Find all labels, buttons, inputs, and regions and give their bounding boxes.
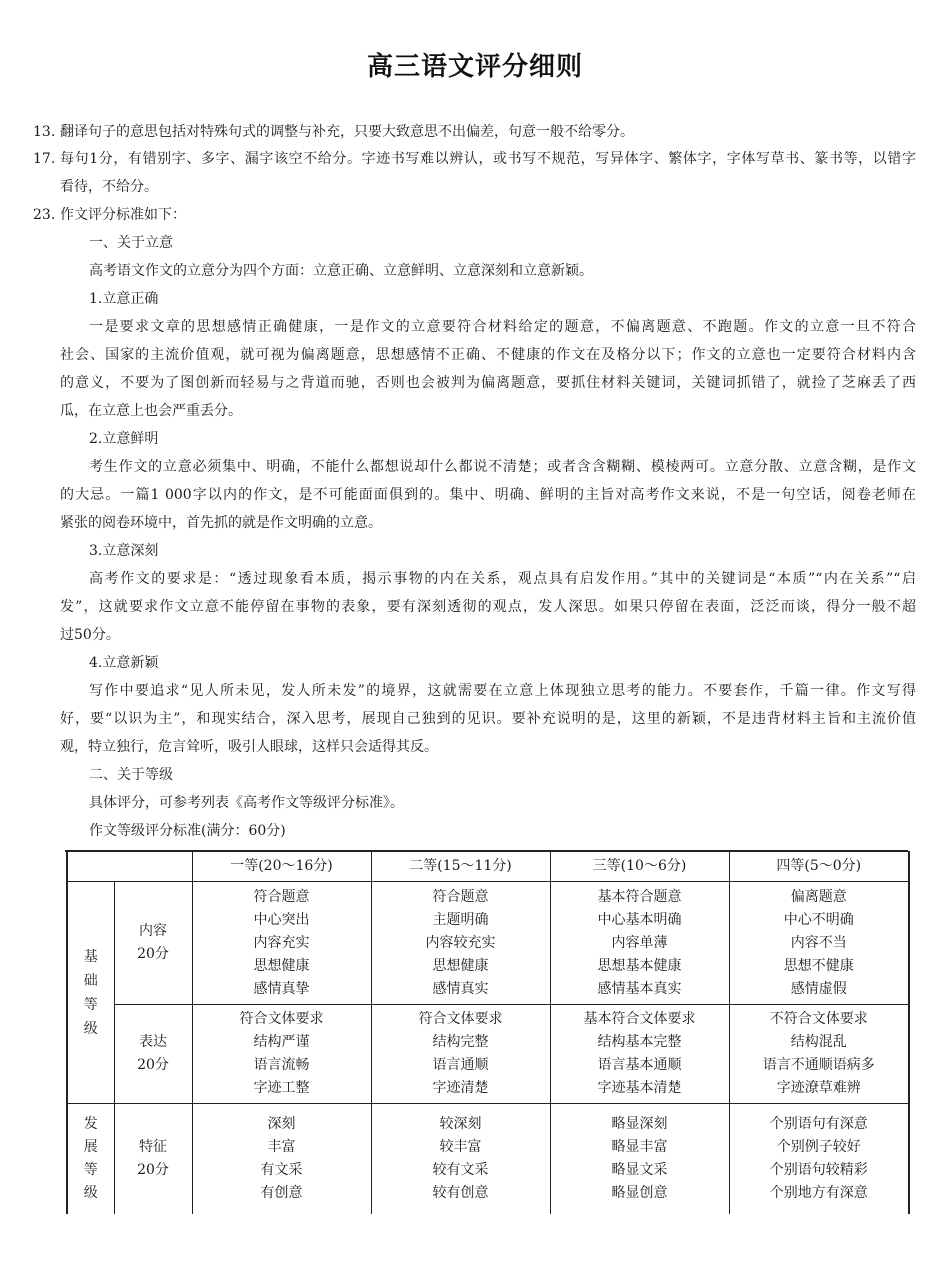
paragraph-line: 写作中要追求“见人所未见，发人所未发”的境界，这就需要在立意上体现独立思考的能力。不要套作，千篇一律。作文写得 [89, 683, 916, 699]
table-corner-cell [67, 852, 192, 882]
table-header-row [67, 852, 909, 882]
paragraph: 高考语文作文的立意分为四个方面：立意正确、立意鲜明、立意深刻和立意新颖。 [89, 263, 593, 279]
sub-heading: 3.立意深刻 [89, 543, 159, 559]
table-cell: 深刻 丰富 有文采 有创意 [192, 1104, 371, 1215]
grade-table [66, 851, 910, 1214]
paragraph-line: 的意义，不要为了图创新而轻易与之背道而驰，否则也会被判为偏离题意，要抓住材料关键词，关键词抓错了，就捡了芝麻丢了西 [60, 375, 916, 391]
row-label: 内容 20分 [114, 882, 192, 1005]
paragraph-line: 好，要“以识为主”，和现实结合，深入思考，展现自己独到的见识。要补充说明的是，这里的新颖，不是违背材料主旨和主流价值 [60, 711, 916, 727]
table-cell: 符合题意 主题明确 内容较充实 思想健康 感情真实 [371, 882, 550, 1005]
column-header: 四等(5～0分) [729, 852, 909, 882]
table-cell: 符合文体要求 结构完整 语言通顺 字迹清楚 [371, 1005, 550, 1104]
sub-heading: 1.立意正确 [89, 291, 159, 307]
table-cell: 个别语句有深意 个别例子较好 个别语句较精彩 个别地方有深意 [729, 1104, 909, 1215]
table-top-border [65, 850, 908, 852]
table-row [67, 1005, 909, 1104]
sub-heading: 2.立意鲜明 [89, 431, 159, 447]
item-text: 看待，不给分。 [60, 179, 158, 195]
table-cell: 较深刻 较丰富 较有文采 较有创意 [371, 1104, 550, 1215]
item-text: 作文评分标准如下： [60, 207, 186, 223]
table-cell: 略显深刻 略显丰富 略显文采 略显创意 [550, 1104, 729, 1215]
sub-heading: 4.立意新颖 [89, 655, 159, 671]
table-cell: 基本符合题意 中心基本明确 内容单薄 思想基本健康 感情基本真实 [550, 882, 729, 1005]
table-row [67, 882, 909, 1005]
paragraph-line: 的大忌。一篇1 000字以内的作文，是不可能面面俱到的。集中、明确、鲜明的主旨对高考作文来说，不是一句空话，阅卷老师在 [60, 487, 916, 503]
table-cell: 偏离题意 中心不明确 内容不当 思想不健康 感情虚假 [729, 882, 909, 1005]
section-heading: 一、关于立意 [89, 235, 173, 251]
row-label: 表达 20分 [114, 1005, 192, 1104]
paragraph-line: 一是要求文章的思想感情正确健康，一是作文的立意要符合材料给定的题意，不偏离题意、不跑题。作文的立意一旦不符合 [89, 319, 916, 335]
item-number: 23. [33, 207, 56, 223]
paragraph-line: 瓜，在立意上也会严重丢分。 [60, 403, 242, 419]
paragraph-line: 考生作文的立意必须集中、明确，不能什么都想说却什么都说不清楚；或者含含糊糊、模棱两可。立意分散、立意含糊，是作文 [89, 459, 916, 475]
item-number: 17. [33, 151, 56, 167]
column-header: 三等(10～6分) [550, 852, 729, 882]
paragraph-line: 社会、国家的主流价值观，就可视为偏离题意，思想感情不正确、不健康的作文在及格分以下；作文的立意也一定要符合材料内含 [60, 347, 916, 363]
table-cell: 不符合文体要求 结构混乱 语言不通顺语病多 字迹潦草难辨 [729, 1005, 909, 1104]
column-header: 一等(20～16分) [192, 852, 371, 882]
paragraph-line: 高考作文的要求是：“透过现象看本质，揭示事物的内在关系，观点具有启发作用。”其中的关键词是“本质”“内在关系”“启 [89, 571, 916, 587]
paragraph-line: 过50分。 [60, 627, 120, 643]
section-heading: 二、关于等级 [89, 767, 173, 783]
paragraph-line: 观，特立独行，危言耸听，吸引人眼球，这样只会适得其反。 [60, 739, 438, 755]
table-cell: 符合文体要求 结构严谨 语言流畅 字迹工整 [192, 1005, 371, 1104]
paragraph-line: 紧张的阅卷环境中，首先抓的就是作文明确的立意。 [60, 515, 382, 531]
table-cell: 符合题意 中心突出 内容充实 思想健康 感情真挚 [192, 882, 371, 1005]
page-title: 高三语文评分细则 [366, 52, 583, 82]
group-label: 发 展 等 级 [67, 1104, 114, 1215]
paragraph-line: 发”，这就要求作文立意不能停留在事物的表象，要有深刻透彻的观点，发人深思。如果只停留在表面，泛泛而谈，得分一般不超 [60, 599, 916, 615]
table-cell: 基本符合文体要求 结构基本完整 语言基本通顺 字迹基本清楚 [550, 1005, 729, 1104]
paragraph: 具体评分，可参考列表《高考作文等级评分标准》。 [89, 795, 404, 811]
table-row [67, 1104, 909, 1215]
item-text: 每句1分，有错别字、多字、漏字该空不给分。字迹书写难以辨认，或书写不规范，写异体字、繁体字，字体写草书、篆书等，以错字 [60, 151, 916, 167]
group-label: 基 础 等 级 [67, 882, 114, 1104]
table-caption: 作文等级评分标准(满分：60分) [89, 823, 286, 839]
item-text: 翻译句子的意思包括对特殊句式的调整与补充，只要大致意思不出偏差，句意一般不给零分。 [60, 124, 634, 140]
column-header: 二等(15～11分) [371, 852, 550, 882]
row-label: 特征 20分 [114, 1104, 192, 1215]
item-number: 13. [33, 124, 56, 140]
